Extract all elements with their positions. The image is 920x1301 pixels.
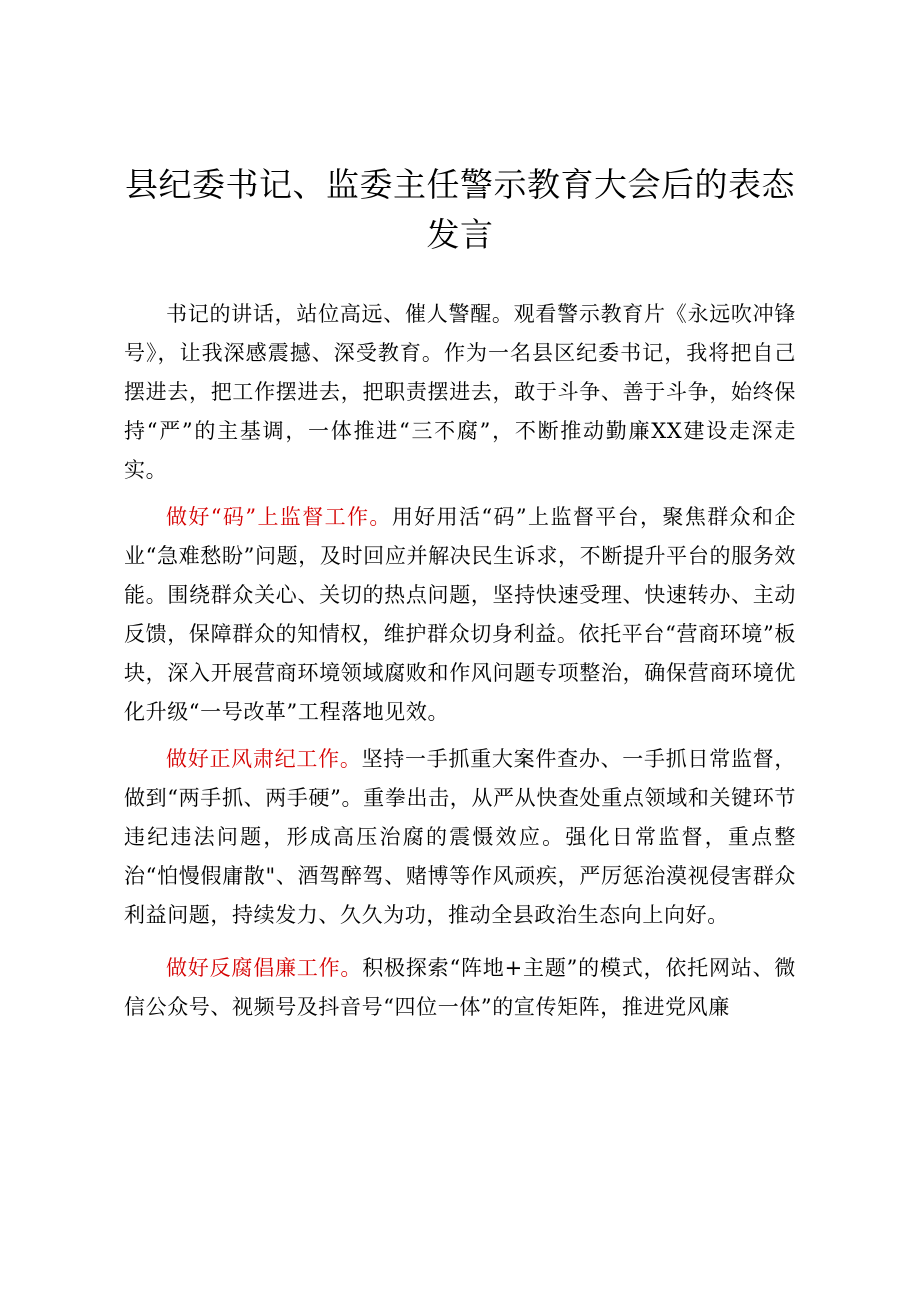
paragraph-discipline-heading: 做好正风肃纪工作。	[166, 747, 362, 771]
paragraph-code-supervision	[124, 498, 796, 732]
paragraph-anti-corruption-heading: 做好反腐倡廉工作。	[166, 956, 363, 980]
paragraph-discipline	[124, 740, 796, 935]
paragraph-intro	[124, 295, 796, 490]
paragraph-discipline-text: 坚持一手抓重大案件查办、一手抓日常监督，做到“两手抓、两手硬”。重拳出击，从严从快查处重点领域和关键环节违纪违法问题，形成高压治腐的震慑效应。强化日常监督，重点整治“怕慢假庸散"、酒驾醉驾、赌博等作风顽疾，严厉惩治漠视侵害群众利益问题，持续发力、久久为功，推动全县政治生态向上向好。	[124, 747, 796, 927]
document-title: 县纪委书记、监委主任警示教育大会后的表态发言	[125, 165, 795, 254]
document-body	[124, 295, 796, 1027]
paragraph-anti-corruption-text: 积极探索“阵地+主题”的模式，依托网站、微信公众号、视频号及抖音号“四位一体”的宣传矩阵，推进党风廉	[124, 956, 796, 1019]
paragraph-code-supervision-text: 用好用活“码”上监督平台，聚焦群众和企业“急难愁盼”问题，及时回应并解决民生诉求，不断提升平台的服务效能。围绕群众关心、关切的热点问题，坚持快速受理、快速转办、主动反馈，保障群众的知情权，维护群众切身利益。依托平台“营商环境”板块，深入开展营商环境领域腐败和作风问题专项整治，确保营商环境优化升级“一号改革”工程落地见效。	[124, 505, 797, 724]
paragraph-intro-text: 书记的讲话，站位高远、催人警醒。观看警示教育片《永远吹冲锋号》，让我深感震撼、深受教育。作为一名县区纪委书记，我将把自己摆进去，把工作摆进去，把职责摆进去，敢于斗争、善于斗争，始终保持“严”的主基调，一体推进“三不腐”，不断推动勤廉XX建设走深走实。	[124, 302, 796, 482]
paragraph-anti-corruption	[124, 949, 796, 1027]
paragraph-code-supervision-heading: 做好“码”上监督工作。	[166, 505, 392, 529]
